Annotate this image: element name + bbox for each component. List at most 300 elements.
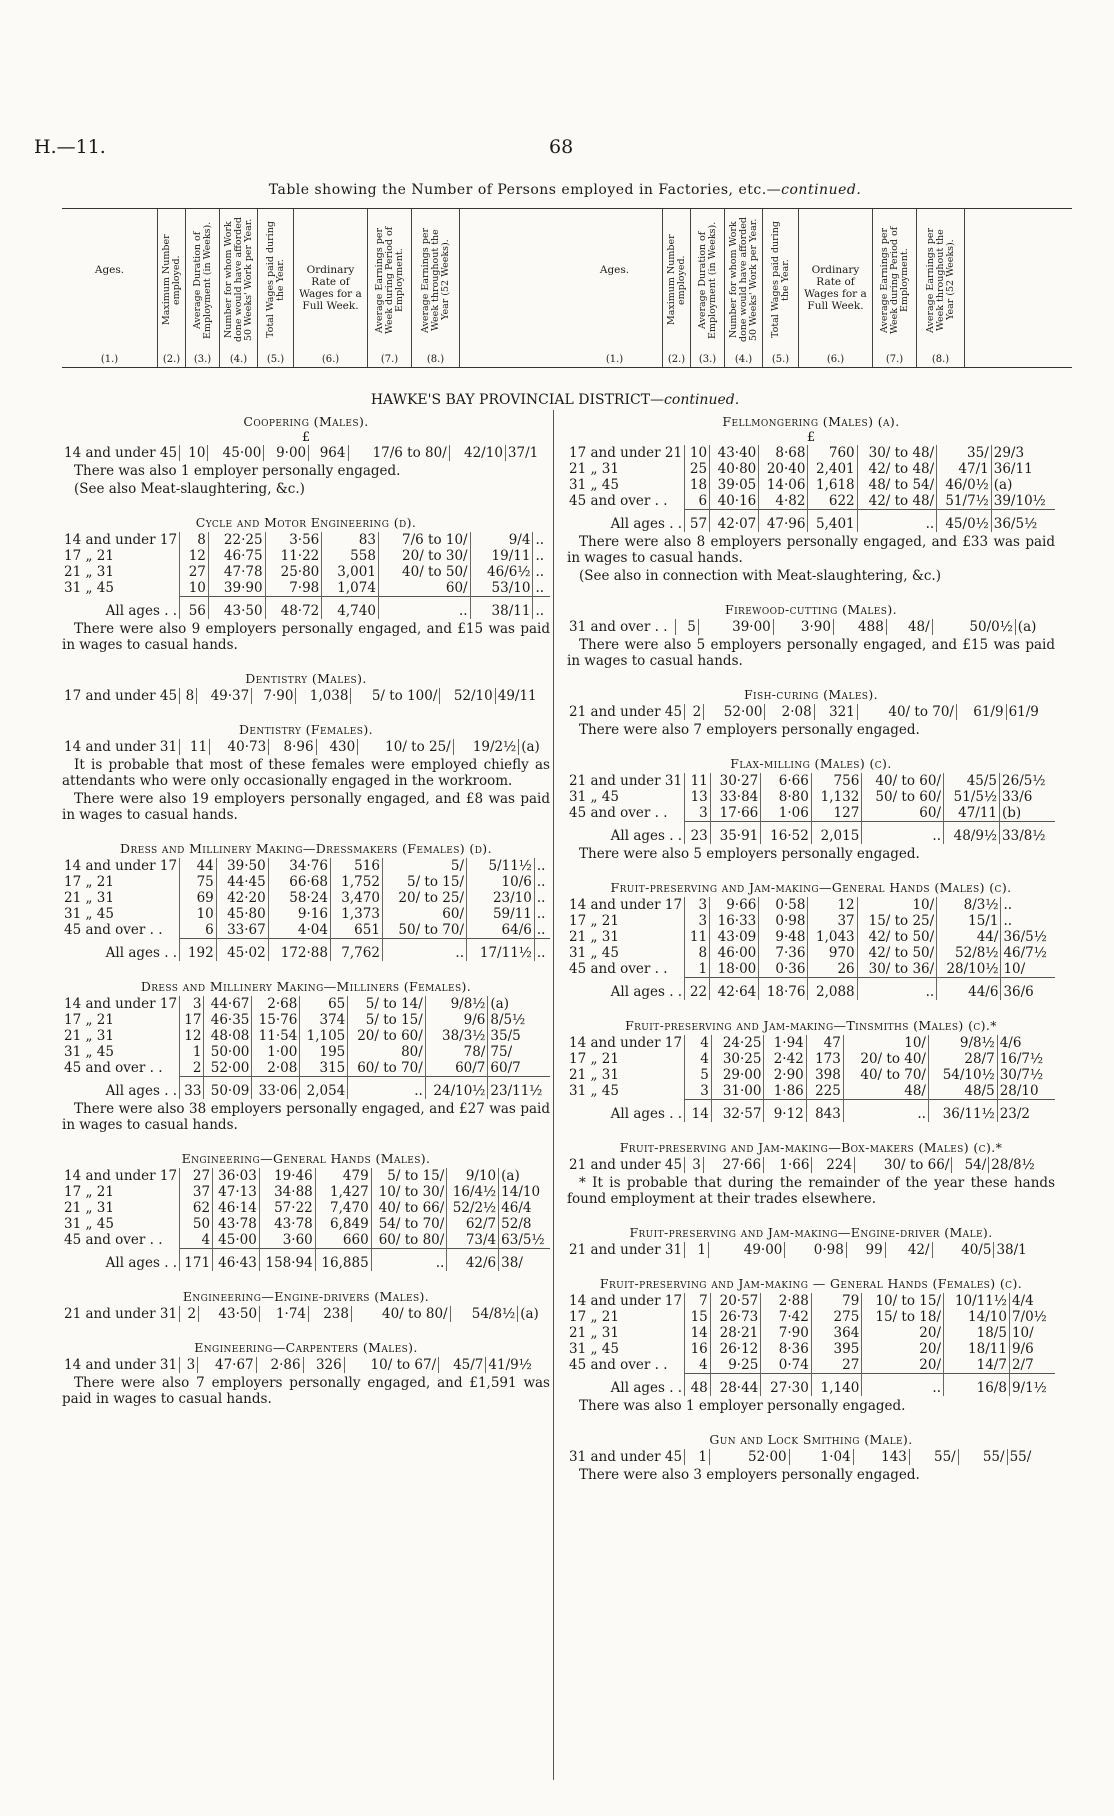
table-cell: 1,373 — [330, 906, 382, 922]
table-cell: 46/0½ — [937, 477, 992, 493]
column-header-number: (3.) — [698, 354, 717, 365]
table-cell: 34·88 — [259, 1184, 315, 1200]
table-cell: 10/ to 67/ — [344, 1357, 438, 1373]
table-cell: 558 — [322, 548, 379, 564]
table-cell: 28·21 — [710, 1325, 761, 1341]
table-cell: 31 and under 45 — [567, 1449, 685, 1465]
table-cell: 4 — [685, 1357, 711, 1374]
table-cell: 37 — [180, 1184, 213, 1200]
table-cell: 21 and under 45 — [567, 704, 685, 720]
table-row — [62, 1060, 550, 1077]
table-section — [567, 1432, 1055, 1483]
table-cell: 14 and under 17 — [567, 1293, 685, 1309]
table-cell: 17 „ 21 — [62, 1184, 180, 1200]
table-cell: 17 „ 21 — [567, 1051, 685, 1067]
table-cell: 3 — [180, 1357, 198, 1373]
left-column — [62, 410, 550, 1425]
table-cell: 28/10½ — [937, 961, 1001, 978]
table-cell: .. — [1003, 913, 1013, 929]
table-cell: 47/1 — [937, 461, 992, 477]
table-cell: 48/ — [886, 619, 932, 635]
table-cell: 63/5½ — [501, 1232, 545, 1248]
section-title: Fellmongering (Males) (a). — [722, 414, 900, 429]
table-cell: 42/ to 50/ — [857, 929, 937, 945]
table-cell: 40·16 — [710, 493, 759, 510]
table-cell: 7·98 — [265, 580, 322, 597]
table-cell: (b) — [1002, 805, 1022, 821]
table-cell: 3,001 — [322, 564, 379, 580]
total-cell: 42·64 — [710, 978, 759, 1001]
table-cell: 10 — [180, 906, 217, 922]
table-cell: 6·66 — [761, 773, 812, 789]
column-header-label: Average Earnings per Week during Period of Employment. — [373, 226, 405, 334]
table-cell: 1·06 — [761, 805, 812, 822]
table-cell: 28/10 — [999, 1083, 1039, 1099]
table-cell: 8·68 — [759, 445, 808, 461]
table-cell: 1·04 — [789, 1449, 853, 1465]
table-section — [567, 756, 1055, 862]
table-cell: 52/2½ — [447, 1200, 499, 1216]
table-cell: 45 and over . . — [567, 1357, 685, 1374]
data-table — [567, 1242, 1055, 1258]
total-cell: 33/8½ — [1000, 822, 1055, 845]
total-cell: 33·06 — [252, 1077, 300, 1100]
table-cell: 21 „ 31 — [567, 1067, 685, 1083]
table-row — [567, 1325, 1055, 1341]
column-header-number: (5.) — [266, 354, 285, 365]
table-row — [62, 532, 550, 548]
table-cell: 23/10 — [467, 890, 535, 906]
right-column — [567, 410, 1055, 1501]
table-row — [62, 1232, 550, 1249]
table-cell: 46/7½ — [1003, 945, 1047, 961]
table-cell: 42/ — [885, 1242, 932, 1258]
total-row — [62, 1249, 550, 1272]
table-cell: 127 — [811, 805, 862, 822]
table-cell: 660 — [315, 1232, 371, 1249]
table-cell: 4 — [685, 1051, 712, 1067]
table-cell: 3,470 — [330, 890, 382, 906]
table-cell: 46/4 — [501, 1200, 532, 1216]
table-row — [567, 1067, 1055, 1083]
table-cell: 5/ to 15/ — [382, 874, 466, 890]
table-cell: 8 — [685, 945, 710, 961]
table-row — [567, 773, 1055, 789]
table-cell: .. — [536, 922, 546, 938]
section-note: * It is probable that during the remainder of the year these hands found employment at their trades elsewhere. — [567, 1175, 1055, 1207]
table-cell: 62 — [180, 1200, 213, 1216]
table-section — [567, 414, 1055, 584]
column-header-4 — [725, 209, 763, 367]
total-cell: .. — [371, 1249, 447, 1272]
section-title: Engineering—General Hands (Males). — [181, 1151, 431, 1166]
table-cell: 45 and over . . — [567, 961, 685, 978]
total-cell: 17/11½ — [467, 939, 535, 962]
table-cell: (a) — [501, 1168, 520, 1184]
table-cell: 31 „ 45 — [567, 1083, 685, 1100]
table-row — [62, 1216, 550, 1232]
column-header-label: Average Duration of Employment (in Weeks). — [696, 221, 718, 339]
table-section — [567, 602, 1055, 669]
table-cell: 18·00 — [710, 961, 759, 978]
table-cell: 31 „ 45 — [62, 1216, 180, 1232]
table-cell: 14·06 — [759, 477, 808, 493]
total-cell: .. — [857, 510, 937, 533]
total-cell: 5,401 — [808, 510, 857, 533]
table-section — [62, 414, 550, 497]
table-cell: 31 „ 45 — [62, 580, 180, 597]
table-cell: 45/7 — [439, 1357, 486, 1373]
total-cell: All ages . . — [567, 978, 685, 1001]
table-cell: 44/ — [937, 929, 1001, 945]
table-cell: 42/10 — [449, 445, 505, 461]
section-note: There were also 19 employers personally engaged, and £8 was paid in wages to casual hands. — [62, 791, 550, 823]
total-cell: All ages . . — [567, 510, 685, 533]
table-section — [62, 841, 550, 961]
table-cell: 83 — [322, 532, 379, 548]
table-row — [62, 1184, 550, 1200]
table-cell: 29·00 — [711, 1067, 764, 1083]
table-cell: 39·05 — [710, 477, 759, 493]
table-row — [567, 461, 1055, 477]
table-cell: 44·67 — [204, 996, 252, 1012]
column-header-number: (8.) — [931, 354, 950, 365]
table-row — [567, 1051, 1055, 1067]
table-cell: 2 — [685, 704, 704, 720]
section-note: There was also 1 employer personally engaged. — [74, 463, 401, 479]
section-title: Dress and Millinery Making—Milliners (Females). — [140, 979, 472, 994]
table-cell: 57·22 — [259, 1200, 315, 1216]
table-cell: 50 — [180, 1216, 213, 1232]
table-cell: 45 and over . . — [62, 1060, 180, 1077]
table-cell: 31 „ 45 — [62, 1044, 180, 1060]
column-header-3 — [186, 209, 220, 367]
table-cell: 21 and under 45 — [567, 1157, 685, 1173]
table-cell: 46/6½ — [470, 564, 533, 580]
total-cell: All ages . . — [62, 597, 180, 620]
table-cell: 16 — [685, 1341, 711, 1357]
table-cell: 43·78 — [259, 1216, 315, 1232]
table-cell: 16·33 — [710, 913, 759, 929]
column-header-number: (5.) — [771, 354, 790, 365]
table-row — [567, 897, 1055, 913]
table-row — [62, 996, 550, 1012]
table-cell: 48/5 — [928, 1083, 997, 1100]
column-header-4 — [220, 209, 258, 367]
table-cell: 2/7 — [1011, 1357, 1034, 1373]
table-cell: 40/5 — [932, 1242, 994, 1258]
table-cell: 364 — [811, 1325, 862, 1341]
total-cell: 16·52 — [761, 822, 812, 845]
table-cell: 15 — [685, 1309, 711, 1325]
table-cell: 18 — [685, 477, 710, 493]
table-cell: 3 — [685, 1157, 704, 1173]
table-cell: 4/4 — [1011, 1293, 1034, 1309]
table-section — [62, 515, 550, 653]
table-cell: 64/6 — [467, 922, 535, 939]
table-cell: 9/8½ — [425, 996, 488, 1012]
section-note: There were also 9 employers personally engaged, and £15 was paid in wages to casual hands. — [62, 621, 550, 653]
table-cell: 9·48 — [759, 929, 808, 945]
table-cell: 14 and under 17 — [62, 532, 180, 548]
table-cell: 2 — [180, 1306, 199, 1322]
table-row — [62, 874, 550, 890]
table-cell: 46·35 — [204, 1012, 252, 1028]
table-cell: 1,105 — [300, 1028, 348, 1044]
total-cell: 14 — [685, 1100, 712, 1123]
total-row — [567, 1100, 1055, 1123]
section-title: Coopering (Males). — [243, 414, 369, 429]
pound-sign: £ — [806, 430, 816, 445]
table-cell: 17 „ 21 — [62, 874, 180, 890]
table-cell: 43·78 — [213, 1216, 260, 1232]
table-cell: 8/5½ — [490, 1012, 526, 1028]
table-cell: 40/ to 50/ — [378, 564, 470, 580]
table-cell: 43·50 — [199, 1306, 260, 1322]
table-cell: 31 „ 45 — [567, 789, 685, 805]
table-cell: 3 — [685, 805, 711, 822]
table-cell: 21 „ 31 — [62, 1028, 180, 1044]
column-header-number: (4.) — [229, 354, 248, 365]
table-cell: .. — [536, 858, 546, 874]
table-cell: 7·90 — [252, 688, 296, 704]
table-cell: 7/0½ — [1011, 1309, 1047, 1325]
table-cell: 6 — [685, 493, 710, 510]
total-cell: 171 — [180, 1249, 213, 1272]
table-cell: 53/10 — [470, 580, 533, 597]
table-cell: 1,132 — [811, 789, 862, 805]
total-cell: 36/5½ — [991, 510, 1055, 533]
table-cell: 430 — [316, 739, 358, 755]
total-cell: All ages . . — [62, 1077, 180, 1100]
total-cell: 33 — [180, 1077, 204, 1100]
table-cell: 1,043 — [808, 929, 857, 945]
table-cell: 3 — [685, 913, 710, 929]
total-cell: 48 — [685, 1374, 711, 1397]
table-cell: 79 — [811, 1293, 862, 1309]
table-cell: 143 — [853, 1449, 909, 1465]
total-cell: 42/6 — [447, 1249, 499, 1272]
table-cell: 40/ to 60/ — [862, 773, 944, 789]
total-cell: .. — [534, 939, 550, 962]
total-cell: All ages . . — [62, 939, 180, 962]
table-cell: 17 „ 21 — [62, 1012, 180, 1028]
data-table — [62, 1168, 550, 1271]
table-cell: 374 — [300, 1012, 348, 1028]
table-cell: 60/ — [862, 805, 944, 822]
table-cell: 42·20 — [216, 890, 268, 906]
total-cell: 158·94 — [259, 1249, 315, 1272]
column-header-label: Ages. — [599, 264, 630, 276]
table-cell: 37/1 — [507, 445, 539, 461]
table-cell: (a) — [1017, 619, 1037, 635]
table-cell: 14 and under 17 — [62, 1168, 180, 1184]
table-section — [62, 1151, 550, 1271]
table-cell: 3 — [685, 1083, 712, 1100]
table-cell: 1·66 — [764, 1157, 812, 1173]
table-row — [62, 548, 550, 564]
total-cell: 7,762 — [330, 939, 382, 962]
table-cell: 14 — [685, 1325, 711, 1341]
column-header-5 — [763, 209, 799, 367]
table-row — [567, 961, 1055, 978]
table-cell: 760 — [808, 445, 857, 461]
column-header-1 — [62, 209, 158, 367]
column-header-7 — [368, 209, 412, 367]
total-row — [62, 1077, 550, 1100]
table-cell: 0·98 — [759, 913, 808, 929]
total-cell: All ages . . — [62, 1249, 180, 1272]
table-cell: 8/3½ — [937, 897, 1001, 913]
section-title: Flax-milling (Males) (c). — [730, 756, 892, 771]
table-cell: 9·00 — [264, 445, 309, 461]
table-cell: 17 „ 21 — [567, 1309, 685, 1325]
table-row — [62, 1012, 550, 1028]
table-section — [567, 687, 1055, 738]
table-cell: 275 — [811, 1309, 862, 1325]
table-row — [62, 1168, 550, 1184]
table-title-continued: continued. — [781, 182, 862, 198]
table-cell: 48·08 — [204, 1028, 252, 1044]
table-cell: .. — [535, 548, 545, 564]
table-cell: 970 — [808, 945, 857, 961]
table-cell: 45 and over . . — [62, 922, 180, 939]
table-cell: 14 and under 31 — [62, 739, 180, 755]
table-cell: 9/4 — [470, 532, 533, 548]
total-cell: 23/2 — [997, 1100, 1055, 1123]
total-cell: 192 — [180, 939, 217, 962]
data-table — [567, 445, 1055, 532]
table-cell: 36·03 — [213, 1168, 260, 1184]
table-cell: 224 — [812, 1157, 854, 1173]
table-row — [567, 789, 1055, 805]
table-cell: 45 and over . . — [567, 493, 685, 510]
table-cell: 42/ to 50/ — [857, 945, 937, 961]
table-cell: 2·08 — [252, 1060, 300, 1077]
section-note: (See also Meat-slaughtering, &c.) — [74, 481, 305, 497]
table-cell: 48/ to 54/ — [857, 477, 937, 493]
table-cell: 18/11 — [944, 1341, 1010, 1357]
table-cell: 0·36 — [759, 961, 808, 978]
table-cell: 16/4½ — [447, 1184, 499, 1200]
table-cell: 52·00 — [709, 1449, 789, 1465]
table-cell: 1 — [180, 1044, 204, 1060]
district-heading — [110, 392, 1000, 408]
table-cell: 52·00 — [704, 704, 765, 720]
data-table — [567, 1157, 1055, 1173]
table-cell: 40/ to 70/ — [843, 1067, 928, 1083]
table-cell: 238 — [309, 1306, 352, 1322]
data-table — [567, 773, 1055, 844]
table-cell: .. — [535, 580, 545, 596]
table-cell: 479 — [315, 1168, 371, 1184]
total-row — [567, 822, 1055, 845]
column-header-right — [567, 208, 1072, 368]
table-cell: (a) — [521, 739, 540, 755]
total-cell: .. — [862, 1374, 944, 1397]
table-cell: 2,401 — [808, 461, 857, 477]
table-cell: 7/6 to 10/ — [378, 532, 470, 548]
table-cell: 17/6 to 80/ — [348, 445, 449, 461]
table-row — [62, 580, 550, 597]
column-header-number: (7.) — [380, 354, 399, 365]
table-cell: 35/ — [937, 445, 992, 461]
table-cell: 14/10 — [944, 1309, 1010, 1325]
table-cell: 21 „ 31 — [62, 1200, 180, 1216]
table-title-text: Table showing the Number of Persons employed in Factories, etc.— — [268, 182, 782, 198]
table-cell: 14/10 — [501, 1184, 541, 1200]
table-cell: 19/11 — [470, 548, 533, 564]
section-title: Fruit-preserving and Jam-making—Engine-driver (Male). — [629, 1225, 993, 1240]
table-cell: 6 — [180, 922, 217, 939]
table-cell: 31 „ 45 — [567, 477, 685, 493]
table-cell: 60/ to 80/ — [371, 1232, 447, 1249]
table-cell: 5 — [685, 1067, 712, 1083]
section-title: Cycle and Motor Engineering (d). — [195, 515, 417, 530]
total-cell: 9/1½ — [1009, 1374, 1055, 1397]
table-cell: 65 — [300, 996, 348, 1012]
data-table — [62, 858, 550, 961]
data-table — [567, 897, 1055, 1000]
table-cell: 27 — [180, 564, 209, 580]
table-cell: 0·98 — [785, 1242, 846, 1258]
total-cell: 44/6 — [937, 978, 1001, 1001]
section-note: (See also in connection with Meat-slaughtering, &c.) — [579, 568, 941, 584]
table-cell: 26·12 — [710, 1341, 761, 1357]
total-row — [567, 1374, 1055, 1397]
column-header-number: (4.) — [734, 354, 753, 365]
total-cell: 48·72 — [265, 597, 322, 620]
column-header-label: Average Earnings per Week throughout the Year (52 Weeks). — [924, 227, 956, 333]
table-cell: 62/7 — [447, 1216, 499, 1232]
pound-sign: £ — [301, 430, 311, 445]
table-cell: 21 and under 31 — [567, 1242, 685, 1258]
total-cell: 57 — [685, 510, 710, 533]
table-cell: 10/6 — [467, 874, 535, 890]
table-cell: 1,752 — [330, 874, 382, 890]
table-cell: 22·25 — [208, 532, 265, 548]
total-cell: 9·12 — [764, 1100, 806, 1123]
total-cell: All ages . . — [567, 1100, 685, 1123]
table-cell: 75 — [180, 874, 217, 890]
table-cell: 7·90 — [761, 1325, 812, 1341]
table-section — [62, 1340, 550, 1407]
total-row — [567, 510, 1055, 533]
total-cell: 35·91 — [710, 822, 761, 845]
table-cell: 14 and under 17 — [62, 996, 180, 1012]
table-row — [567, 1157, 1055, 1173]
table-cell: 61/9 — [956, 704, 1006, 720]
section-title: Dress and Millinery Making—Dressmakers (Females) (d). — [120, 841, 492, 856]
table-row — [62, 906, 550, 922]
table-cell: 20/ — [862, 1325, 944, 1341]
table-cell: 20/ — [862, 1341, 944, 1357]
section-title: Fruit-preserving and Jam-making—Tinsmiths (Males) (c).* — [625, 1018, 997, 1033]
table-cell: 30·27 — [710, 773, 761, 789]
table-cell: 30/ to 36/ — [857, 961, 937, 978]
data-table — [567, 1035, 1055, 1122]
table-cell: 21 „ 31 — [62, 564, 180, 580]
table-cell: 30/7½ — [999, 1067, 1044, 1083]
table-cell: 28/7 — [928, 1051, 997, 1067]
section-title: Engineering—Carpenters (Males). — [194, 1340, 418, 1355]
table-cell: 44·45 — [216, 874, 268, 890]
table-cell: 10/ — [1003, 961, 1026, 977]
table-cell: 47/11 — [944, 805, 1000, 822]
table-cell: 8 — [180, 532, 209, 548]
table-row — [62, 858, 550, 874]
table-section — [62, 671, 550, 704]
